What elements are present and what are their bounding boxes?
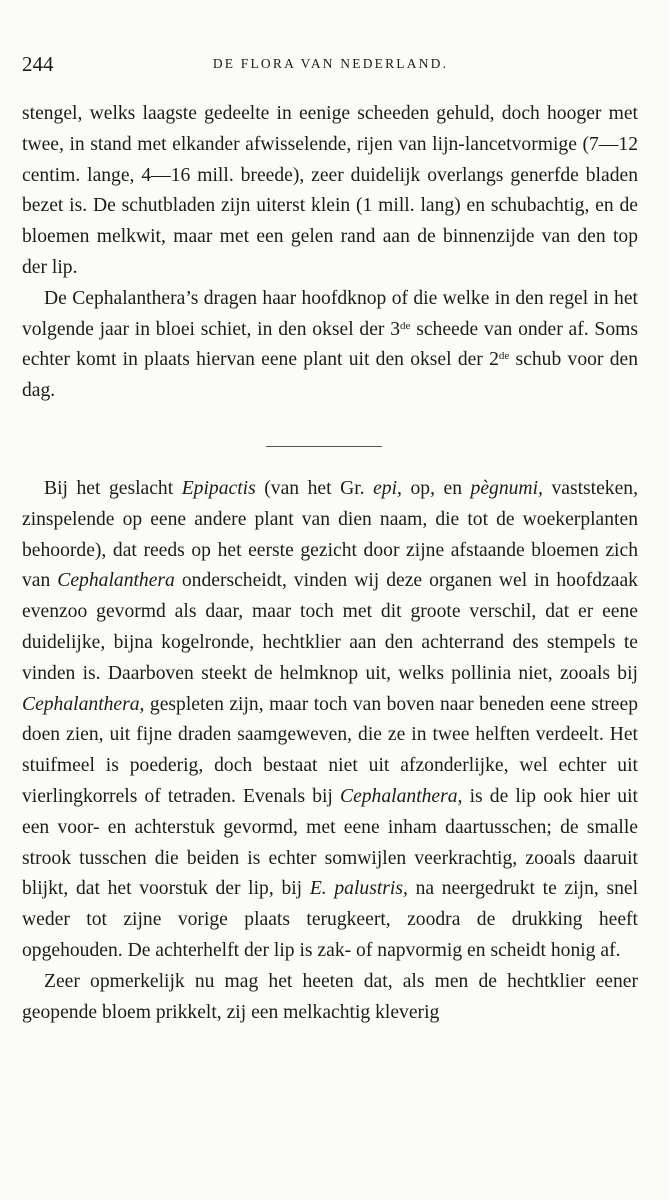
p3-text: is de lip ook hier uit een voor- en achterstuk gevormd, met eene inham daartusschen; de smalle strook tusschen die beiden is echter somwijlen veerkrachtig, zooals daaruit blijkt, dat het voorstuk der lip, bij — [22, 785, 638, 900]
p3-italic: Cephalanthera — [57, 570, 175, 592]
p2-superscript-1: de — [400, 319, 411, 332]
p3-italic: Epipactis — [181, 478, 256, 499]
running-head: DE FLORA VAN NEDERLAND. — [212, 56, 449, 71]
p2-text-c: schub voor den dag. — [22, 349, 638, 402]
p3-text: vaststeken, zinspelende op eene andere plant van dien naam, die tot de woekerplanten behoorde), dat reeds op het eerste gezicht door zijne afstaande bloemen zich van — [22, 478, 638, 592]
p3-italic: Cephalanthera, — [22, 693, 145, 715]
text-block-top — [22, 99, 638, 407]
p3-text: op, en — [401, 478, 471, 499]
paragraph-1: stengel, welks laagste gedeelte in eenige scheeden gehuld, doch hooger met twee, in stand met elkander afwisselende, rijen van lijn-lancetvormige (7—12 centim. lange, 4—16 mill. breede), zeer duidelijk overlangs generfde bladen bezet is. De schutbladen zijn uiterst klein (1 mill. lang) en schubachtig, en de bloemen melkwit, maar met een gelen rand aan de binnenzijde van den top der lip. — [22, 103, 638, 278]
p3-italic: pègnumi, — [470, 478, 543, 499]
p3-text: na neergedrukt te zijn, snel weder tot zijne vorige plaats terugkeert, zoodra de drukking heeft opgehouden. De achterhelft der lip is zak- of napvormig en scheidt honig af. — [22, 878, 639, 961]
p3-text: gespleten zijn, maar toch van boven naar beneden eene streep doen zien, uit fijne draden saamgeweven, die ze in twee helften verdeelt. Het stuifmeel is poederig, doch bestaat niet uit afzonderlijke, wel echter uit vierlingkorrels of tetraden. Evenals bij — [22, 693, 638, 807]
page-number: 244 — [22, 52, 54, 76]
section-divider — [266, 446, 382, 447]
p3-italic: E. palustris, — [309, 878, 408, 900]
p3-italic: epi, — [373, 478, 402, 499]
p3-text: (van het Gr. — [255, 478, 374, 499]
text-block-bottom — [22, 474, 638, 1028]
paragraph-4: Zeer opmerkelijk nu mag het heeten dat, als men de hechtklier eener geopende bloem prikkelt, zij een melkachtig kleverig — [22, 970, 638, 1023]
page-header — [22, 52, 639, 78]
p2-text-a: De Cephalanthera’s dragen haar hoofdknop of die welke in den regel in het volgende jaar in bloei schiet, in den oksel der 3 — [22, 287, 638, 340]
p3-text: Bij het geslacht — [44, 478, 182, 499]
p2-text-b: scheede van onder af. Soms echter komt in plaats hiervan eene plant uit den oksel der 2 — [22, 318, 638, 371]
p3-italic: Cephalanthera, — [340, 785, 463, 807]
p3-text: onderscheidt, vinden wij deze organen wel in hoofdzaak evenzoo gevormd als daar, maar toch met dit groote verschil, dat er eene duidelijke, bijna kogelronde, hechtklier aan den achterrand des stempels te vinden is. Daarboven steekt de helmknop uit, welks pollinia niet, zooals bij — [22, 570, 638, 684]
paragraph-2 — [22, 284, 638, 407]
p2-superscript-2: de — [498, 350, 510, 363]
paragraph-3 — [22, 474, 638, 967]
